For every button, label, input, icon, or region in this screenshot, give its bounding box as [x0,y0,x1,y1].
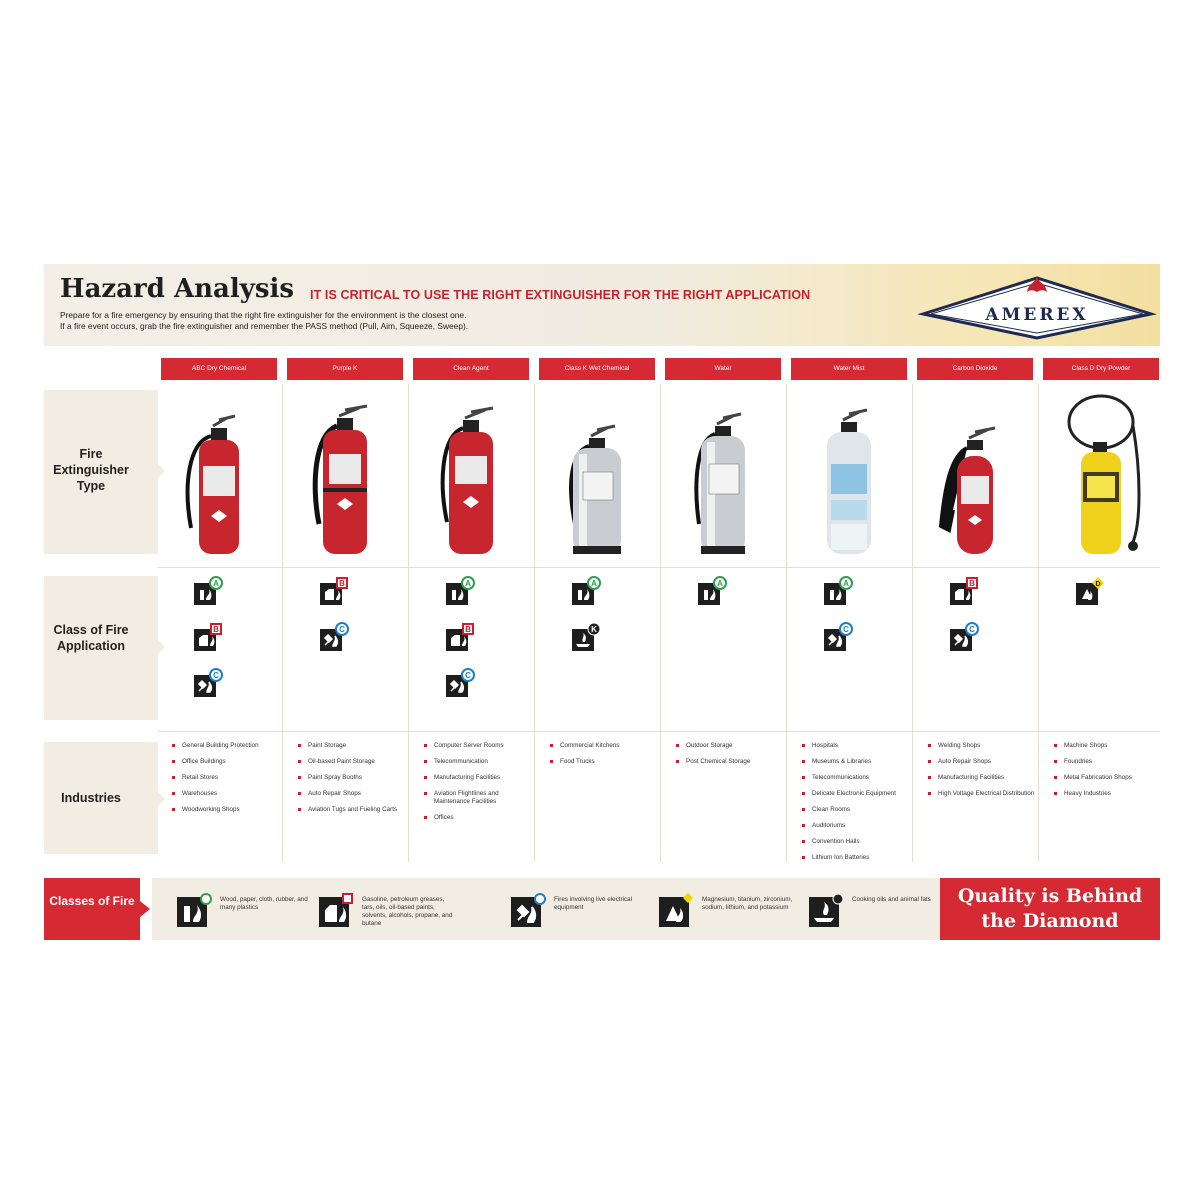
footer-arrow [140,901,150,917]
tagline: IT IS CRITICAL TO USE THE RIGHT EXTINGUISHER FOR THE RIGHT APPLICATION [310,288,811,302]
extinguisher-image [553,424,641,559]
list-item: General Building Protection [168,742,280,750]
svg-text:A: A [591,579,597,588]
list-item: Office Buildings [168,758,280,766]
class-c-icon [823,625,849,652]
class-c-icon [510,894,544,928]
quality-line-2: the Diamond [981,910,1119,932]
list-item: Manufacturing Facilities [420,774,532,782]
grid-line [158,731,1160,732]
svg-text:D: D [1095,581,1101,588]
class-b-icon [318,894,352,928]
grid-line [1038,384,1039,862]
hazard-analysis-poster [44,264,1160,940]
class-c-icon [949,625,975,652]
class-d-icon [658,894,692,928]
extinguisher-image [175,414,263,559]
class-a-icon [176,894,210,928]
industries-list [420,742,532,830]
class-d-icon [1075,582,1099,606]
column-header-carbon-dioxide: Carbon Dioxide [917,358,1033,380]
industries-list [798,742,910,870]
column-header-water: Water [665,358,781,380]
industries-list [168,742,280,822]
list-item: Manufacturing Facilities [924,774,1036,782]
grid-line [534,384,535,862]
legend-text-b: Gasoline, petroleum greases, tars, oils, oil-based paints, solvents, alcohols, propane, and butane [362,896,453,927]
list-item: Welding Shops [924,742,1036,750]
list-item: Oil-based Paint Storage [294,758,406,766]
column-header-class-k-wet-chemical: Class K Wet Chemical [539,358,655,380]
svg-text:B: B [339,579,345,588]
legend-item-b [318,894,453,933]
class-a-icon [571,579,597,606]
logo-text: AMEREX [985,305,1089,325]
intro-line-1: Prepare for a fire emergency by ensuring that the right fire extinguisher for the environment is the closest one. [60,310,467,320]
row-label-industries: Industries [61,791,121,805]
list-item: Computer Server Rooms [420,742,532,750]
column-header-clean-agent: Clean Agent [413,358,529,380]
svg-text:C: C [843,625,849,634]
quality-slogan [940,878,1160,940]
class-b-icon [949,579,975,606]
header-banner [44,264,1160,346]
class-k-icon [571,625,597,652]
list-item: Convention Halls [798,838,910,846]
class-b-icon [319,579,345,606]
list-item: Heavy Industries [1050,790,1162,798]
industries-list [672,742,784,774]
class-c-icon [319,625,345,652]
column-header-class-d-dry-powder: Class D Dry Powder [1043,358,1159,380]
list-item: Telecommunication [420,758,532,766]
class-a-icon [823,579,849,606]
svg-text:B: B [465,625,471,634]
amerex-logo [921,274,1153,340]
svg-text:A: A [843,579,849,588]
list-item: Museums & Libraries [798,758,910,766]
classes-legend [152,878,940,940]
industries-list [294,742,406,822]
list-item: Paint Spray Booths [294,774,406,782]
classes-of-fire-text: Classes of Fire [49,894,135,908]
grid-line [786,384,787,862]
classes-of-fire-label [44,878,140,940]
quality-line-1: Quality is Behind [957,885,1143,907]
class-b-icon [445,625,471,652]
intro-line-2: If a fire event occurs, grab the fire extinguisher and remember the PASS method (Pull, Aim, Squeeze, Sweep). [60,321,469,331]
page-title: Hazard Analysis [60,274,295,304]
class-c-icon [193,671,219,698]
legend-text-d: Magnesium, titanium, zirconium, sodium, lithium, and potassium [702,896,793,911]
row-label-type: Fire Extinguisher Type [53,447,129,493]
list-item: Auto Repair Shops [924,758,1036,766]
class-a-icon [697,579,723,606]
extinguisher-image [427,406,515,559]
list-item: Post Chemical Storage [672,758,784,766]
list-item: Foundries [1050,758,1162,766]
column-header-purple-k: Purple K [287,358,403,380]
list-item: Aviation Flightlines and Maintenance Facilities [420,790,532,806]
list-item: Food Trucks [546,758,658,766]
svg-text:B: B [213,625,219,634]
extinguisher-image [1055,392,1147,559]
extinguisher-image [931,426,1019,559]
row-arrow [158,640,165,654]
intro-text [60,310,468,332]
list-item: Outdoor Storage [672,742,784,750]
list-item: Auditoriums [798,822,910,830]
class-b-icon [193,625,219,652]
grid-line [158,567,1160,568]
extinguisher-image [805,408,893,559]
legend-text-a: Wood, paper, cloth, rubber, and many plastics [220,896,308,911]
column-header-abc-dry-chemical: ABC Dry Chemical [161,358,277,380]
legend-text-k: Cooking oils and animal fats [852,896,931,903]
legend-item-a [176,894,308,933]
list-item: Metal Fabrication Shops [1050,774,1162,782]
industries-list [924,742,1036,806]
svg-text:B: B [969,579,975,588]
industries-list [546,742,658,774]
grid-line [660,384,661,862]
list-item: Retail Stores [168,774,280,782]
list-item: Paint Storage [294,742,406,750]
class-a-icon [445,579,471,606]
legend-item-k [808,894,931,933]
list-item: Warehouses [168,790,280,798]
list-item: Machine Shops [1050,742,1162,750]
list-item: High Voltage Electrical Distribution [924,790,1036,798]
svg-text:A: A [465,579,471,588]
legend-item-c [510,894,633,933]
svg-text:C: C [339,625,345,634]
column-header-water-mist: Water Mist [791,358,907,380]
list-item: Commercial Kitchens [546,742,658,750]
extinguisher-image [301,404,389,559]
list-item: Auto Repair Shops [294,790,406,798]
svg-text:K: K [591,625,597,634]
svg-text:A: A [717,579,723,588]
legend-text-c: Fires involving live electrical equipment [554,896,633,911]
list-item: Woodworking Shops [168,806,280,814]
grid-line [912,384,913,862]
class-k-icon [808,894,842,928]
svg-text:C: C [213,671,219,680]
list-item: Hospitals [798,742,910,750]
svg-text:C: C [969,625,975,634]
extinguisher-image [679,412,767,559]
list-item: Clean Rooms [798,806,910,814]
list-item: Telecommunications [798,774,910,782]
svg-text:A: A [213,579,219,588]
grid-line [408,384,409,862]
industries-list [1050,742,1162,806]
class-a-icon [193,579,219,606]
row-label-class: Class of Fire Application [53,623,129,653]
grid-line [282,384,283,862]
class-c-icon [445,671,471,698]
svg-text:C: C [465,671,471,680]
legend-item-d [658,894,793,933]
row-arrow [158,464,165,478]
list-item: Delicate Electronic Equipment [798,790,910,798]
list-item: Lithium Ion Batteries [798,854,910,862]
list-item: Aviation Tugs and Fueling Carts [294,806,406,814]
row-arrow [158,792,165,806]
list-item: Offices [420,814,532,822]
